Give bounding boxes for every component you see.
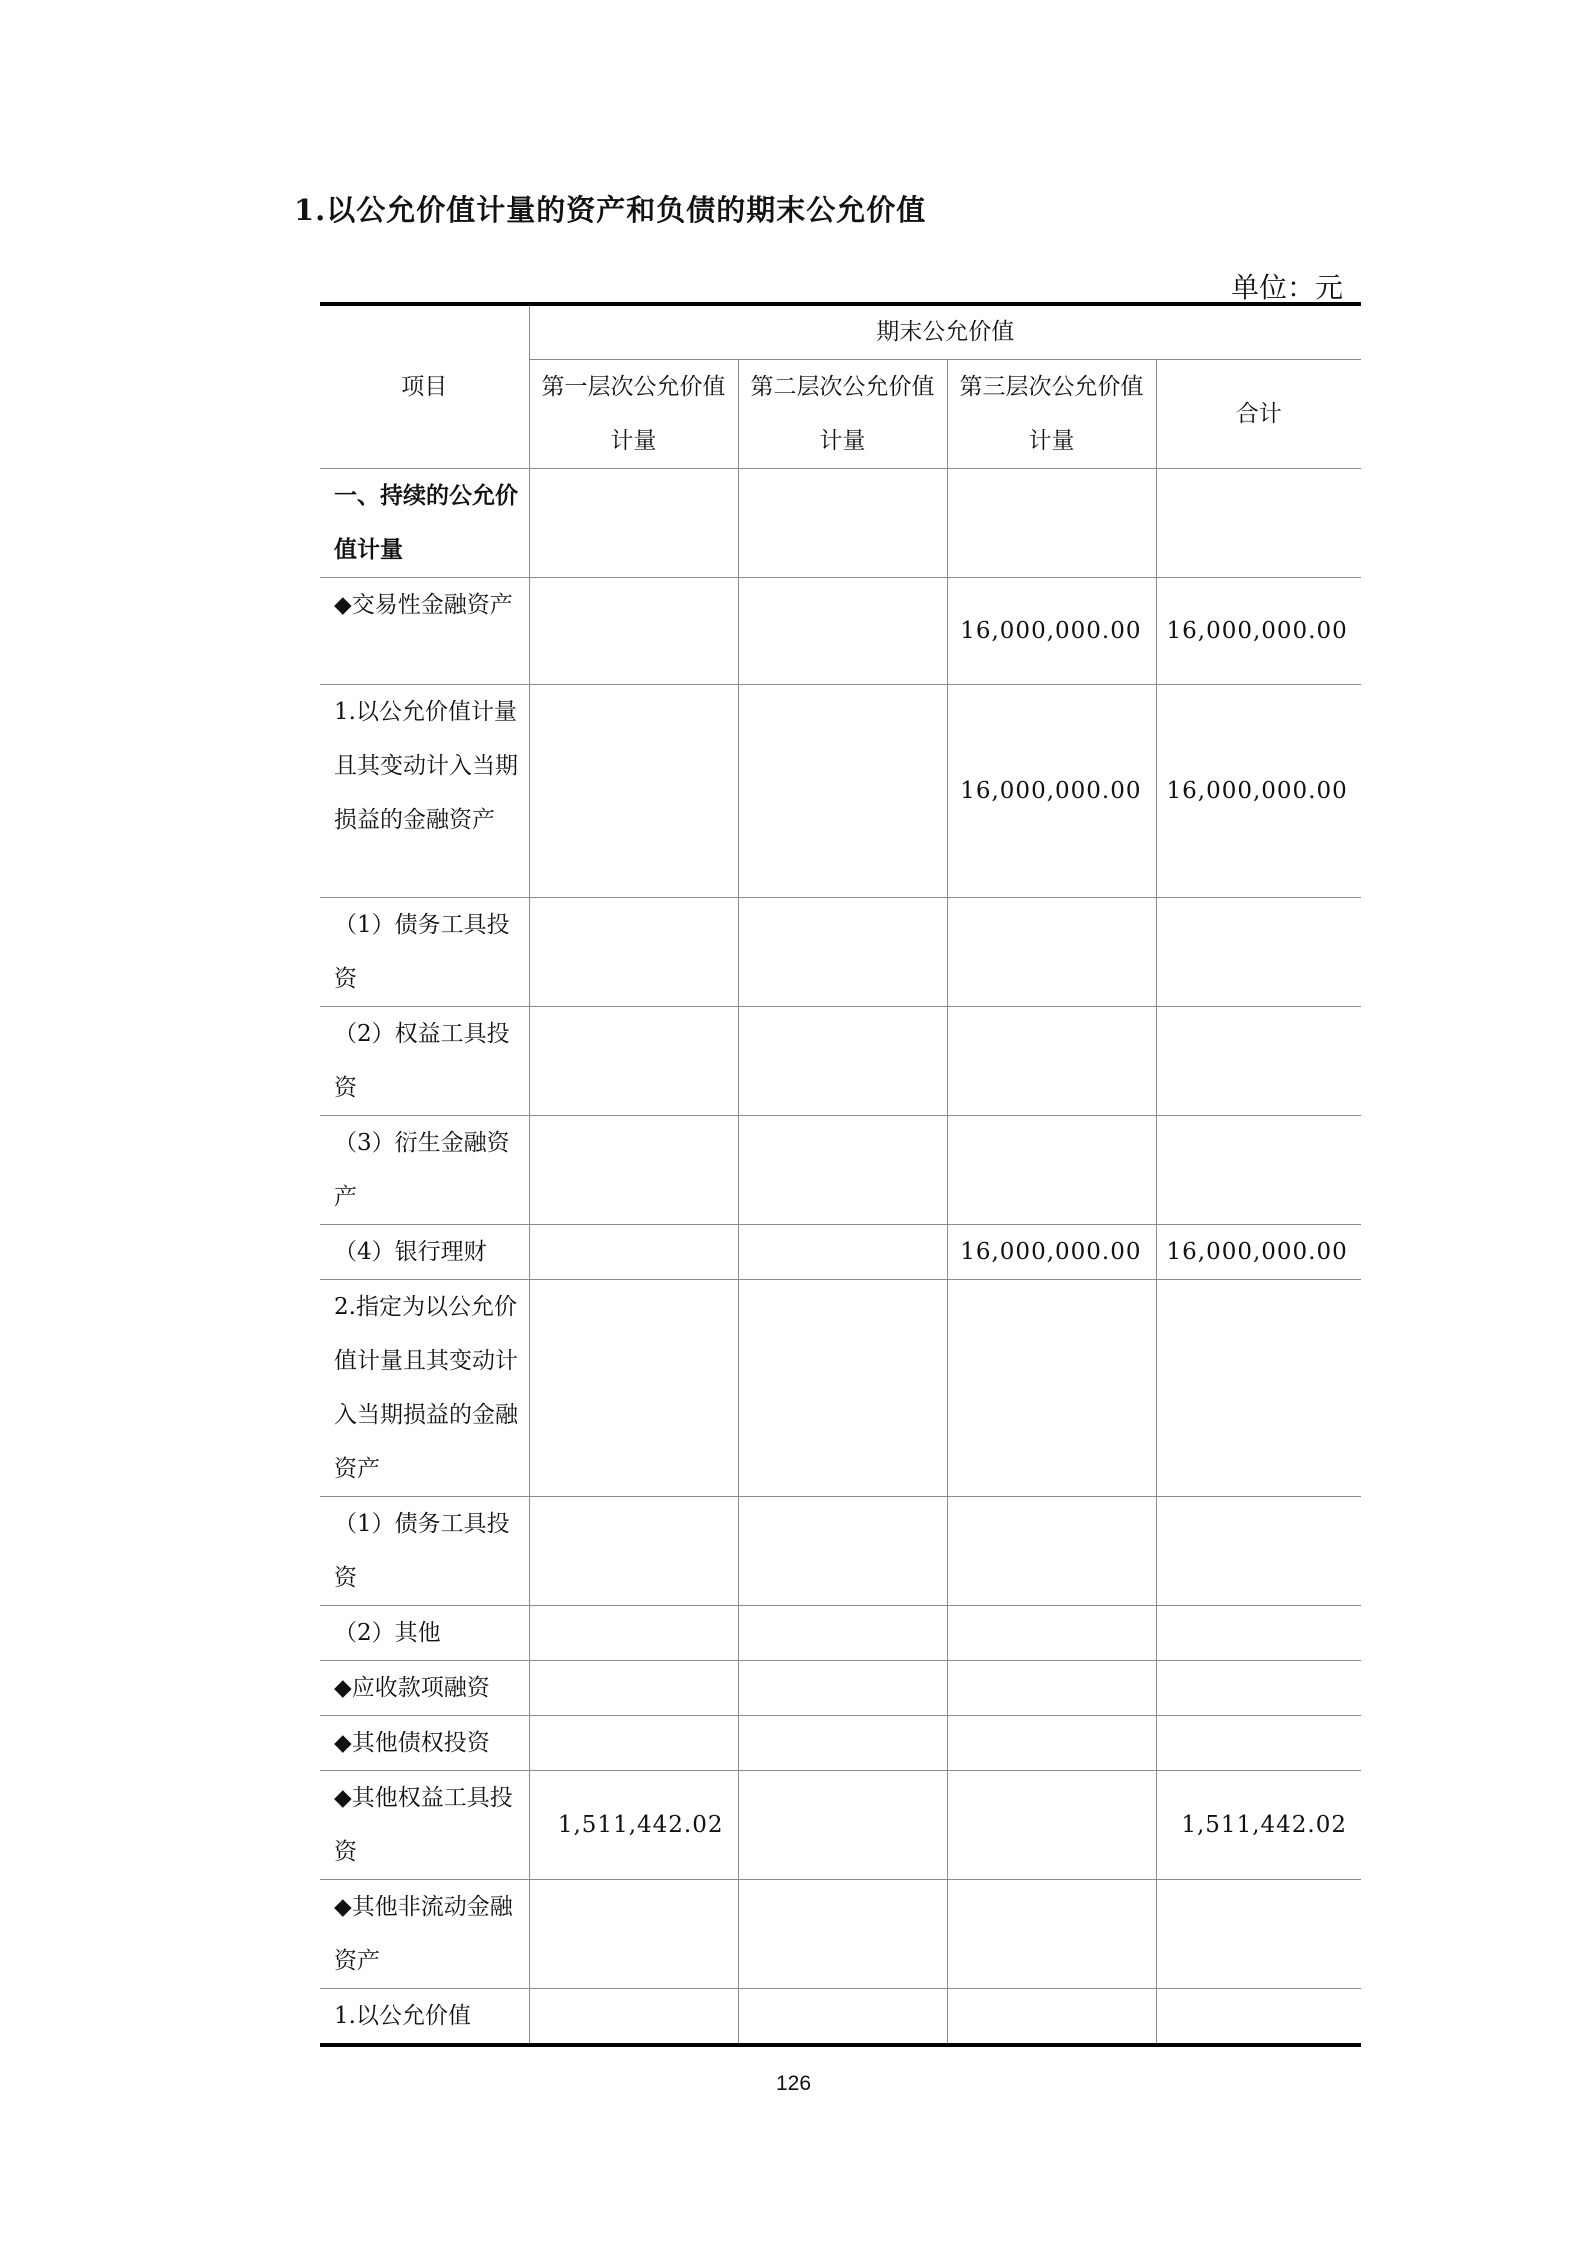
row-label: ◆应收款项融资: [320, 1661, 529, 1716]
cell-level3: 16,000,000.00: [947, 1225, 1156, 1280]
header-level1: 第一层次公允价值计量: [529, 360, 738, 469]
cell-total: [1156, 1606, 1361, 1661]
cell-level1: [529, 1661, 738, 1716]
cell-total: [1156, 469, 1361, 578]
table-row: [320, 1225, 1361, 1280]
cell-level3: [947, 1880, 1156, 1989]
cell-level2: [738, 469, 947, 578]
cell-level2: [738, 1116, 947, 1225]
cell-level3: [947, 1771, 1156, 1880]
table-row: [320, 469, 1361, 578]
cell-level1: [529, 1606, 738, 1661]
cell-total: [1156, 1716, 1361, 1771]
cell-level2: [738, 1606, 947, 1661]
header-total: 合计: [1156, 360, 1361, 469]
cell-level2: [738, 898, 947, 1007]
cell-level1: [529, 1007, 738, 1116]
cell-level2: [738, 1280, 947, 1497]
cell-level3: [947, 898, 1156, 1007]
header-level3: 第三层次公允价值计量: [947, 360, 1156, 469]
unit-label: 单位：元: [1230, 271, 1343, 304]
cell-total: [1156, 898, 1361, 1007]
cell-level2: [738, 1716, 947, 1771]
row-label: ◆其他权益工具投资: [320, 1771, 529, 1880]
cell-level3: [947, 1007, 1156, 1116]
cell-level3: [947, 1661, 1156, 1716]
cell-level3: 16,000,000.00: [947, 685, 1156, 898]
cell-level2: [738, 1771, 947, 1880]
table-row: [320, 1116, 1361, 1225]
cell-level2: [738, 685, 947, 898]
cell-total: 16,000,000.00: [1156, 578, 1361, 685]
table-row: [320, 1716, 1361, 1771]
table-row: [320, 1280, 1361, 1497]
cell-level1: [529, 1280, 738, 1497]
cell-total: [1156, 1880, 1361, 1989]
cell-level1: [529, 1497, 738, 1606]
cell-level3: [947, 1280, 1156, 1497]
row-label: 一、持续的公允价值计量: [320, 469, 529, 578]
cell-level1: [529, 898, 738, 1007]
row-label: 1.以公允价值计量且其变动计入当期损益的金融资产: [320, 685, 529, 898]
header-item: 项目: [320, 304, 529, 469]
row-label: 2.指定为以公允价值计量且其变动计入当期损益的金融资产: [320, 1280, 529, 1497]
cell-level2: [738, 578, 947, 685]
table-row: [320, 898, 1361, 1007]
cell-level1: [529, 1225, 738, 1280]
page-number: 126: [775, 2072, 812, 2095]
cell-level2: [738, 1880, 947, 1989]
cell-level1: [529, 685, 738, 898]
section-heading: 1.以公允价值计量的资产和负债的期末公允价值: [294, 193, 927, 227]
cell-total: 16,000,000.00: [1156, 1225, 1361, 1280]
cell-level3: [947, 1116, 1156, 1225]
table-row: [320, 685, 1361, 898]
cell-level3: [947, 1497, 1156, 1606]
cell-level1: [529, 1716, 738, 1771]
cell-total: 1,511,442.02: [1156, 1771, 1361, 1880]
cell-total: [1156, 1989, 1361, 2046]
cell-total: [1156, 1497, 1361, 1606]
cell-level3: [947, 1716, 1156, 1771]
cell-level2: [738, 1661, 947, 1716]
cell-level3: [947, 469, 1156, 578]
header-level2: 第二层次公允价值计量: [738, 360, 947, 469]
row-label: ◆交易性金融资产: [320, 578, 529, 685]
table-row: [320, 578, 1361, 685]
cell-level1: 1,511,442.02: [529, 1771, 738, 1880]
row-label: （3）衍生金融资产: [320, 1116, 529, 1225]
fair-value-table: [320, 302, 1361, 2047]
cell-level3: [947, 1606, 1156, 1661]
row-label: （4）银行理财: [320, 1225, 529, 1280]
cell-level3: [947, 1989, 1156, 2046]
header-group: 期末公允价值: [529, 304, 1361, 360]
cell-level1: [529, 578, 738, 685]
cell-level3: 16,000,000.00: [947, 578, 1156, 685]
table-row: [320, 1606, 1361, 1661]
table-row: [320, 1497, 1361, 1606]
row-label: ◆其他债权投资: [320, 1716, 529, 1771]
cell-total: [1156, 1280, 1361, 1497]
row-label: （1）债务工具投资: [320, 1497, 529, 1606]
cell-level1: [529, 1989, 738, 2046]
table-body: [320, 469, 1361, 2046]
cell-total: [1156, 1661, 1361, 1716]
row-label: （1）债务工具投资: [320, 898, 529, 1007]
cell-level2: [738, 1989, 947, 2046]
table-row: [320, 1007, 1361, 1116]
row-label: （2）其他: [320, 1606, 529, 1661]
table-row: [320, 1661, 1361, 1716]
cell-level1: [529, 1880, 738, 1989]
cell-total: [1156, 1116, 1361, 1225]
cell-level2: [738, 1007, 947, 1116]
cell-level1: [529, 1116, 738, 1225]
cell-level2: [738, 1497, 947, 1606]
table-row: [320, 1880, 1361, 1989]
cell-total: 16,000,000.00: [1156, 685, 1361, 898]
cell-level1: [529, 469, 738, 578]
row-label: 1.以公允价值: [320, 1989, 529, 2046]
cell-total: [1156, 1007, 1361, 1116]
table-row: [320, 1989, 1361, 2046]
cell-level2: [738, 1225, 947, 1280]
table-row: [320, 1771, 1361, 1880]
row-label: （2）权益工具投资: [320, 1007, 529, 1116]
row-label: ◆其他非流动金融资产: [320, 1880, 529, 1989]
